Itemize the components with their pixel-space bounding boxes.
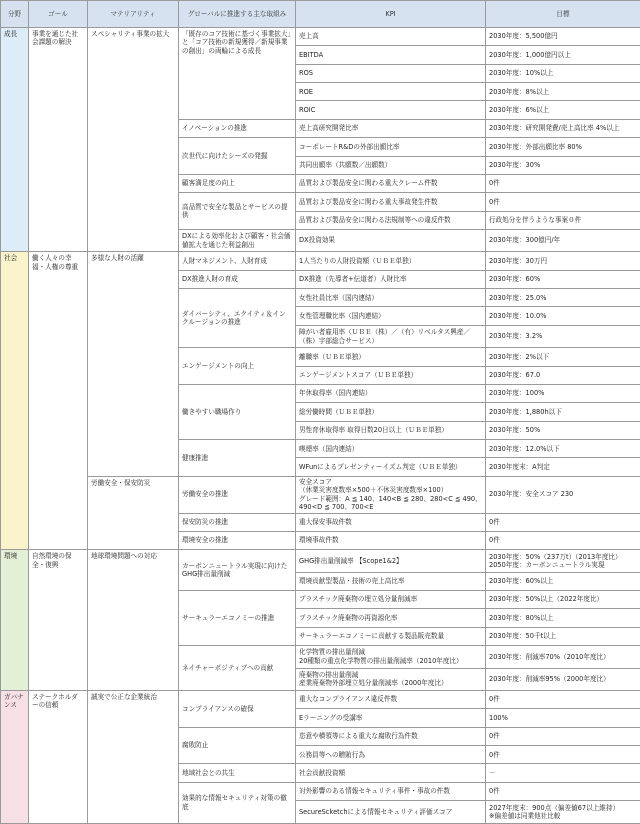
field-governance: ガバナンス xyxy=(1,690,29,823)
kpi-cell: 公務員等への贈賄行為 xyxy=(296,746,486,764)
target-cell: 2030年度：25.0% xyxy=(486,289,640,307)
target-cell: 2030年度：60% xyxy=(486,270,640,288)
kpi-cell: 環境事故件数 xyxy=(296,531,486,549)
kpi-cell: 恣意や横領等による重大な腐敗行為件数 xyxy=(296,727,486,745)
initiative-cell: カーボンニュートラル実現に向けたGHG排出量削減 xyxy=(179,550,296,591)
kpi-cell: DX推進（先導者+伝道者）人財比率 xyxy=(296,270,486,288)
target-cell: 0件 xyxy=(486,193,640,211)
target-cell: 2030年度：8%以上 xyxy=(486,83,640,101)
kpi-line: 化学物質の排出量削減 xyxy=(299,648,365,657)
initiative-cell: 高品質で安全な製品とサービスの提供 xyxy=(179,193,296,230)
kpi-cell: 年休取得率（国内連結） xyxy=(296,384,486,402)
kpi-line: 安全スコア xyxy=(299,477,332,486)
initiative-cell: 環境安全の推進 xyxy=(179,531,296,549)
initiative-cell: イノベーションの推進 xyxy=(179,119,296,137)
header-field: 分野 xyxy=(1,1,29,28)
kpi-cell: 1人当たりの人財投資額（ＵＢＥ単独） xyxy=(296,252,486,270)
table-row xyxy=(1,28,640,46)
target-cell: 2030年度：1,000億円以上 xyxy=(486,46,640,64)
kpi-cell: 品質および製品安全に関わる重大クレーム件数 xyxy=(296,174,486,192)
target-cell: 2030年度：1,880h以下 xyxy=(486,403,640,421)
initiative-cell: 人財マネジメント、人財育成 xyxy=(179,252,296,270)
kpi-cell: 重大なコンプライアンス違反件数 xyxy=(296,690,486,708)
kpi-cell: 男性育休取得率 取得日数20日以上（ＵＢＥ単独） xyxy=(296,421,486,439)
header-row xyxy=(1,1,640,28)
initiative-cell: 「既存のコア技術に基づく事業拡大」と「コア技術の新規獲得／新規事業の創出」の両輪による成長 xyxy=(179,28,296,120)
target-cell: 0件 xyxy=(486,513,640,531)
field-social: 社会 xyxy=(1,252,29,550)
kpi-cell: 女性管理職比率（国内連結） xyxy=(296,307,486,325)
goal-cell: 事業を通じた社会課題の解決 xyxy=(29,28,88,252)
target-cell xyxy=(486,801,640,824)
target-cell: 2030年度：5,500億円 xyxy=(486,28,640,46)
target-cell: 2030年度：60%以上 xyxy=(486,572,640,590)
field-environment: 環境 xyxy=(1,550,29,691)
initiative-cell: DXによる効率化および顧客・社会価値拡大を通じた利益創出 xyxy=(179,229,296,251)
initiative-cell: 顧客満足度の向上 xyxy=(179,174,296,192)
initiative-cell: ダイバーシティ、エクイティ＆インクルージョンの推進 xyxy=(179,289,296,348)
kpi-cell: EBITDA xyxy=(296,46,486,64)
kpi-cell: エンゲージメントスコア（ＵＢＥ単独） xyxy=(296,366,486,384)
kpi-cell: 売上高 xyxy=(296,28,486,46)
target-cell: 2030年度：50%以上（2022年度比） xyxy=(486,591,640,609)
target-cell: 2030年度：50% xyxy=(486,421,640,439)
kpi-cell: 総労働時間（ＵＢＥ単独） xyxy=(296,403,486,421)
initiative-cell: 働きやすい職場作り xyxy=(179,384,296,439)
kpi-cell: 品質および製品安全に関わる重大事故発生件数 xyxy=(296,193,486,211)
kpi-cell: コーポレートR&Dの外部出願比率 xyxy=(296,138,486,156)
target-cell: 2030年度：研究開発費/売上高比率 4%以上 xyxy=(486,119,640,137)
materiality-cell: 誠実で公正な企業統治 xyxy=(88,690,179,823)
target-cell: 行政処分を伴うような事案０件 xyxy=(486,211,640,229)
kpi-cell: 売上高研究開発比率 xyxy=(296,119,486,137)
kpi-cell: プラスチック廃棄物の埋立処分量削減率 xyxy=(296,591,486,609)
target-cell: 2030年度：80%以上 xyxy=(486,609,640,627)
target-line: 2027年度末：900点（偏差値67以上維持） xyxy=(489,803,620,812)
target-line: 2030年度：50%（237万t）（2013年度比） xyxy=(489,552,622,561)
goal-cell: 働く人々の幸福・人権の尊重 xyxy=(29,252,88,550)
materiality-cell: 労働安全・保安防災 xyxy=(88,476,179,549)
kpi-cell: 重大保安事故件数 xyxy=(296,513,486,531)
initiative-cell: 労働安全の推進 xyxy=(179,476,296,513)
goal-cell: 自然環境の保全・復興 xyxy=(29,550,88,691)
initiative-cell: エンゲージメントの向上 xyxy=(179,348,296,385)
target-cell: 0件 xyxy=(486,782,640,800)
kpi-line: グレード範囲：A ≦ 140、140<B ≦ 280、280<C ≦ 490、490<D ≦ 700、700<E xyxy=(299,494,482,512)
target-cell: 0件 xyxy=(486,727,640,745)
target-cell: 2030年度：30% xyxy=(486,156,640,174)
target-cell: 2030年度：50千t以上 xyxy=(486,627,640,645)
goal-cell: ステークホルダーの信頼 xyxy=(29,690,88,823)
kpi-line: 20種類の重点化学物質の排出量削減率（2010年度比） xyxy=(299,656,463,665)
kpi-cell: ROE xyxy=(296,83,486,101)
kpi-cell: DX投資効果 xyxy=(296,229,486,251)
target-cell: 2030年度：外部出願比率 80% xyxy=(486,138,640,156)
header-initiative: グローバルに推進する主な取組み xyxy=(179,1,296,28)
target-cell: 2030年度：100% xyxy=(486,384,640,402)
header-goal: ゴール xyxy=(29,1,88,28)
target-cell: 2030年度：削減率95%（2000年度比） xyxy=(486,668,640,690)
materiality-cell: 多様な人財の活躍 xyxy=(88,252,179,476)
kpi-cell: 女性社員比率（国内連結） xyxy=(296,289,486,307)
target-cell: － xyxy=(486,764,640,782)
target-cell: 2030年度末：A判定 xyxy=(486,458,640,476)
target-line: ※偏差値は同業他社比較 xyxy=(489,812,561,821)
kpi-cell: WFunによるプレゼンティーイズム判定（ＵＢＥ単独） xyxy=(296,458,486,476)
target-cell: 0件 xyxy=(486,174,640,192)
target-cell: 2030年度：300億円/年 xyxy=(486,229,640,251)
initiative-cell: ネイチャーポジティブへの貢献 xyxy=(179,646,296,691)
kpi-cell: 対外影響のある情報セキュリティ事件・事故の件数 xyxy=(296,782,486,800)
header-materiality: マテリアリティ xyxy=(88,1,179,28)
kpi-cell: ROIC xyxy=(296,101,486,119)
kpi-cell: 社会貢献投資額 xyxy=(296,764,486,782)
header-kpi: KPI xyxy=(296,1,486,28)
kpi-cell xyxy=(296,646,486,668)
initiative-cell: 地域社会との共生 xyxy=(179,764,296,782)
initiative-cell: 効果的な情報セキュリティ対策の徹底 xyxy=(179,782,296,823)
kpi-line: 廃棄物の排出量削減 xyxy=(299,670,359,679)
kpi-cell: プラスチック廃棄物の再資源化率 xyxy=(296,609,486,627)
kpi-line: 産業廃棄物外部埋立処分量削減率（2000年度比） xyxy=(299,679,448,688)
kpi-cell: 共同出願率（共願数／出願数） xyxy=(296,156,486,174)
target-cell: 100% xyxy=(486,709,640,727)
target-cell: 0件 xyxy=(486,531,640,549)
target-cell: 0件 xyxy=(486,690,640,708)
materiality-cell: スペシャリティ事業の拡大 xyxy=(88,28,179,252)
table-row xyxy=(1,476,640,513)
materiality-cell: 地球環境問題への対応 xyxy=(88,550,179,691)
target-cell: 2030年度：6%以上 xyxy=(486,101,640,119)
kpi-cell: Eラーニングの受講率 xyxy=(296,709,486,727)
target-cell: 2030年度：12.0%以下 xyxy=(486,440,640,458)
kpi-cell: SecureScketchによる情報セキュリティ評価スコア xyxy=(296,801,486,824)
kpi-cell: サーキュラーエコノミーに貢献する製品販売数量 xyxy=(296,627,486,645)
initiative-cell: コンプライアンスの確保 xyxy=(179,690,296,727)
kpi-cell: 障がい者雇用率（ＵＢＥ（株）／（有）リベルタス興産／（株）宇部総合サービス） xyxy=(296,325,486,347)
target-cell xyxy=(486,550,640,572)
initiative-cell: 保安防災の推進 xyxy=(179,513,296,531)
kpi-cell xyxy=(296,476,486,513)
kpi-cell: 喫煙率（国内連結） xyxy=(296,440,486,458)
target-line: 2050年度：カーボンニュートラル実現 xyxy=(489,560,605,569)
target-cell: 2030年度：削減率70%（2010年度比） xyxy=(486,646,640,668)
target-cell: 2030年度：10%以上 xyxy=(486,64,640,82)
target-cell: 2030年度：安全スコア 230 xyxy=(486,476,640,513)
header-target: 目標 xyxy=(486,1,640,28)
table-row xyxy=(1,550,640,572)
kpi-cell: GHG排出量削減率 【Scope1&2】 xyxy=(296,550,486,572)
initiative-cell: 腐敗防止 xyxy=(179,727,296,764)
initiative-cell: 健康推進 xyxy=(179,440,296,477)
kpi-cell: 離職率（ＵＢＥ単独） xyxy=(296,348,486,366)
table-row xyxy=(1,690,640,708)
kpi-line: （休業災害度数率×500＋不休災害度数率×100） xyxy=(299,486,448,495)
kpi-cell: 品質および製品安全に関わる法規制等への違反件数 xyxy=(296,211,486,229)
kpi-cell: 環境貢献型製品・技術の売上高比率 xyxy=(296,572,486,590)
target-cell: 2030年度：10.0% xyxy=(486,307,640,325)
table-row xyxy=(1,252,640,270)
initiative-cell: DX推進人財の育成 xyxy=(179,270,296,288)
target-cell: 0件 xyxy=(486,746,640,764)
initiative-cell: 次世代に向けたシーズの発掘 xyxy=(179,138,296,175)
kpi-cell xyxy=(296,668,486,690)
kpi-cell: ROS xyxy=(296,64,486,82)
target-cell: 2030年度：30万円 xyxy=(486,252,640,270)
target-cell: 2030年度：67.0 xyxy=(486,366,640,384)
target-cell: 2030年度：3.2% xyxy=(486,325,640,347)
field-growth: 成長 xyxy=(1,28,29,252)
initiative-cell: サーキュラーエコノミーの推進 xyxy=(179,591,296,646)
target-cell: 2030年度：2%以下 xyxy=(486,348,640,366)
